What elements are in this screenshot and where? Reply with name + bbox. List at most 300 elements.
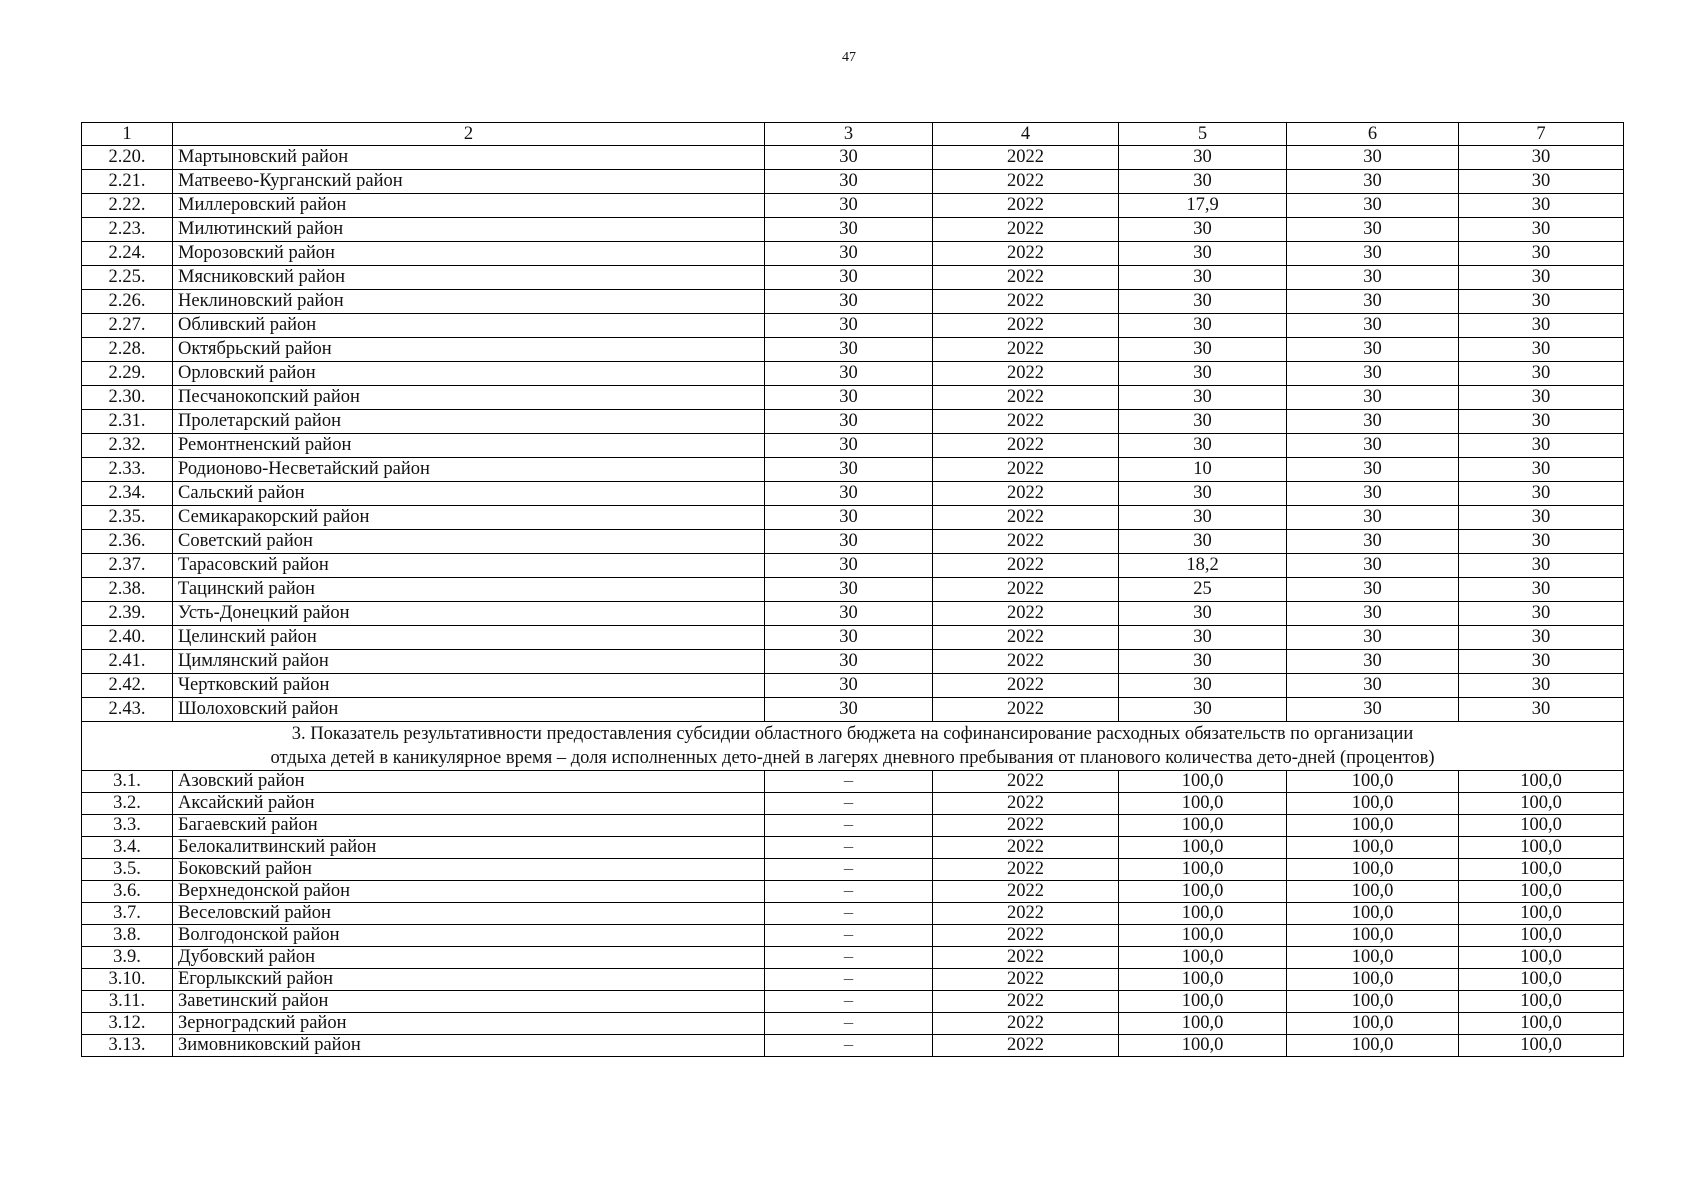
- table-row: [82, 170, 1624, 194]
- col-5-cell: 100,0: [1119, 969, 1287, 991]
- row-number-cell: 2.25.: [82, 266, 173, 290]
- district-name-cell: Милютинский район: [173, 218, 765, 242]
- year-cell: 2022: [933, 674, 1119, 698]
- row-number-cell: 3.13.: [82, 1035, 173, 1057]
- col-5-cell: 30: [1119, 506, 1287, 530]
- table-row: [82, 650, 1624, 674]
- col-3-cell: 30: [765, 650, 933, 674]
- year-cell: 2022: [933, 626, 1119, 650]
- header-cell: 5: [1119, 123, 1287, 146]
- col-3-cell: 30: [765, 362, 933, 386]
- col-6-cell: 30: [1287, 578, 1459, 602]
- row-number-cell: 2.34.: [82, 482, 173, 506]
- col-5-cell: 30: [1119, 482, 1287, 506]
- row-number-cell: 2.41.: [82, 650, 173, 674]
- col-6-cell: 30: [1287, 530, 1459, 554]
- section-3-body: [82, 722, 1624, 1057]
- row-number-cell: 3.6.: [82, 881, 173, 903]
- district-name-cell: Миллеровский район: [173, 194, 765, 218]
- col-7-cell: 100,0: [1459, 859, 1624, 881]
- year-cell: 2022: [933, 859, 1119, 881]
- col-6-cell: 100,0: [1287, 925, 1459, 947]
- col-7-cell: 30: [1459, 626, 1624, 650]
- col-6-cell: 100,0: [1287, 1035, 1459, 1057]
- district-name-cell: Веселовский район: [173, 903, 765, 925]
- col-7-cell: 30: [1459, 290, 1624, 314]
- col-7-cell: 30: [1459, 506, 1624, 530]
- col-6-cell: 100,0: [1287, 903, 1459, 925]
- col-7-cell: 30: [1459, 650, 1624, 674]
- year-cell: 2022: [933, 1035, 1119, 1057]
- col-7-cell: 30: [1459, 410, 1624, 434]
- col-3-cell: 30: [765, 626, 933, 650]
- district-name-cell: Тацинский район: [173, 578, 765, 602]
- header-cell: 7: [1459, 123, 1624, 146]
- col-5-cell: 30: [1119, 650, 1287, 674]
- col-5-cell: 30: [1119, 218, 1287, 242]
- district-name-cell: Азовский район: [173, 771, 765, 793]
- col-7-cell: 100,0: [1459, 991, 1624, 1013]
- col-6-cell: 100,0: [1287, 815, 1459, 837]
- row-number-cell: 2.43.: [82, 698, 173, 722]
- col-7-cell: 30: [1459, 674, 1624, 698]
- year-cell: 2022: [933, 969, 1119, 991]
- col-6-cell: 30: [1287, 242, 1459, 266]
- col-6-cell: 100,0: [1287, 969, 1459, 991]
- col-6-cell: 30: [1287, 218, 1459, 242]
- col-7-cell: 100,0: [1459, 903, 1624, 925]
- col-3-cell: –: [765, 837, 933, 859]
- district-name-cell: Шолоховский район: [173, 698, 765, 722]
- table-row: [82, 194, 1624, 218]
- row-number-cell: 3.9.: [82, 947, 173, 969]
- section-title-line-2: отдыха детей в каникулярное время – доля исполненных дето-дней в лагерях дневного пребывания от планового количества дето-дней (процентов): [270, 748, 1435, 768]
- col-6-cell: 100,0: [1287, 859, 1459, 881]
- row-number-cell: 2.30.: [82, 386, 173, 410]
- year-cell: 2022: [933, 881, 1119, 903]
- col-7-cell: 30: [1459, 602, 1624, 626]
- col-7-cell: 30: [1459, 266, 1624, 290]
- table-row: [82, 991, 1624, 1013]
- col-3-cell: 30: [765, 242, 933, 266]
- year-cell: 2022: [933, 482, 1119, 506]
- row-number-cell: 2.24.: [82, 242, 173, 266]
- district-name-cell: Орловский район: [173, 362, 765, 386]
- table-row: [82, 410, 1624, 434]
- col-5-cell: 100,0: [1119, 793, 1287, 815]
- col-3-cell: 30: [765, 194, 933, 218]
- year-cell: 2022: [933, 362, 1119, 386]
- row-number-cell: 2.22.: [82, 194, 173, 218]
- col-6-cell: 30: [1287, 698, 1459, 722]
- col-6-cell: 100,0: [1287, 793, 1459, 815]
- col-7-cell: 30: [1459, 314, 1624, 338]
- district-name-cell: Мясниковский район: [173, 266, 765, 290]
- col-5-cell: 17,9: [1119, 194, 1287, 218]
- district-name-cell: Советский район: [173, 530, 765, 554]
- table-row: [82, 969, 1624, 991]
- district-name-cell: Сальский район: [173, 482, 765, 506]
- district-name-cell: Дубовский район: [173, 947, 765, 969]
- col-3-cell: –: [765, 815, 933, 837]
- col-5-cell: 100,0: [1119, 903, 1287, 925]
- table-row: [82, 242, 1624, 266]
- year-cell: 2022: [933, 650, 1119, 674]
- district-name-cell: Егорлыкский район: [173, 969, 765, 991]
- table-row: [82, 146, 1624, 170]
- year-cell: 2022: [933, 194, 1119, 218]
- table-row: [82, 290, 1624, 314]
- col-5-cell: 100,0: [1119, 947, 1287, 969]
- table-header: [82, 123, 1624, 146]
- page-number: 47: [842, 50, 856, 65]
- row-number-cell: 2.28.: [82, 338, 173, 362]
- col-5-cell: 30: [1119, 602, 1287, 626]
- col-7-cell: 100,0: [1459, 815, 1624, 837]
- row-number-cell: 2.23.: [82, 218, 173, 242]
- year-cell: 2022: [933, 602, 1119, 626]
- district-name-cell: Белокалитвинский район: [173, 837, 765, 859]
- col-5-cell: 100,0: [1119, 815, 1287, 837]
- header-row: [82, 123, 1624, 146]
- col-6-cell: 100,0: [1287, 837, 1459, 859]
- col-5-cell: 30: [1119, 314, 1287, 338]
- table-row: [82, 482, 1624, 506]
- year-cell: 2022: [933, 458, 1119, 482]
- year-cell: 2022: [933, 698, 1119, 722]
- col-3-cell: 30: [765, 314, 933, 338]
- table-row: [82, 554, 1624, 578]
- table-row: [82, 674, 1624, 698]
- row-number-cell: 3.1.: [82, 771, 173, 793]
- col-7-cell: 30: [1459, 338, 1624, 362]
- table-row: [82, 947, 1624, 969]
- col-7-cell: 30: [1459, 170, 1624, 194]
- row-number-cell: 2.21.: [82, 170, 173, 194]
- district-name-cell: Морозовский район: [173, 242, 765, 266]
- col-7-cell: 100,0: [1459, 969, 1624, 991]
- row-number-cell: 2.31.: [82, 410, 173, 434]
- col-5-cell: 18,2: [1119, 554, 1287, 578]
- year-cell: 2022: [933, 170, 1119, 194]
- row-number-cell: 3.7.: [82, 903, 173, 925]
- district-name-cell: Родионово-Несветайский район: [173, 458, 765, 482]
- col-3-cell: 30: [765, 146, 933, 170]
- col-5-cell: 25: [1119, 578, 1287, 602]
- col-6-cell: 30: [1287, 170, 1459, 194]
- district-name-cell: Ремонтненский район: [173, 434, 765, 458]
- row-number-cell: 2.37.: [82, 554, 173, 578]
- row-number-cell: 2.32.: [82, 434, 173, 458]
- col-5-cell: 30: [1119, 698, 1287, 722]
- col-7-cell: 100,0: [1459, 771, 1624, 793]
- col-5-cell: 100,0: [1119, 837, 1287, 859]
- col-5-cell: 30: [1119, 362, 1287, 386]
- col-5-cell: 30: [1119, 338, 1287, 362]
- row-number-cell: 2.27.: [82, 314, 173, 338]
- col-5-cell: 100,0: [1119, 1035, 1287, 1057]
- header-cell: 2: [173, 123, 765, 146]
- col-6-cell: 30: [1287, 626, 1459, 650]
- year-cell: 2022: [933, 266, 1119, 290]
- col-3-cell: 30: [765, 458, 933, 482]
- col-6-cell: 30: [1287, 410, 1459, 434]
- col-7-cell: 30: [1459, 698, 1624, 722]
- col-6-cell: 30: [1287, 386, 1459, 410]
- section-title: [82, 722, 1624, 771]
- col-7-cell: 100,0: [1459, 1035, 1624, 1057]
- district-name-cell: Неклиновский район: [173, 290, 765, 314]
- district-name-cell: Зерноградский район: [173, 1013, 765, 1035]
- row-number-cell: 2.35.: [82, 506, 173, 530]
- col-6-cell: 30: [1287, 554, 1459, 578]
- row-number-cell: 2.38.: [82, 578, 173, 602]
- col-6-cell: 100,0: [1287, 771, 1459, 793]
- col-7-cell: 30: [1459, 554, 1624, 578]
- year-cell: 2022: [933, 290, 1119, 314]
- year-cell: 2022: [933, 991, 1119, 1013]
- col-7-cell: 30: [1459, 362, 1624, 386]
- district-name-cell: Целинский район: [173, 626, 765, 650]
- row-number-cell: 2.42.: [82, 674, 173, 698]
- district-name-cell: Заветинский район: [173, 991, 765, 1013]
- table-row: [82, 266, 1624, 290]
- year-cell: 2022: [933, 242, 1119, 266]
- table-row: [82, 386, 1624, 410]
- col-3-cell: 30: [765, 434, 933, 458]
- district-name-cell: Волгодонской район: [173, 925, 765, 947]
- col-5-cell: 100,0: [1119, 991, 1287, 1013]
- col-6-cell: 30: [1287, 434, 1459, 458]
- table-row: [82, 434, 1624, 458]
- col-6-cell: 100,0: [1287, 1013, 1459, 1035]
- district-name-cell: Боковский район: [173, 859, 765, 881]
- col-3-cell: –: [765, 947, 933, 969]
- table-row: [82, 881, 1624, 903]
- row-number-cell: 3.4.: [82, 837, 173, 859]
- col-5-cell: 30: [1119, 242, 1287, 266]
- col-6-cell: 30: [1287, 290, 1459, 314]
- year-cell: 2022: [933, 1013, 1119, 1035]
- col-6-cell: 30: [1287, 314, 1459, 338]
- col-3-cell: –: [765, 859, 933, 881]
- district-name-cell: Чертковский район: [173, 674, 765, 698]
- col-3-cell: 30: [765, 482, 933, 506]
- district-name-cell: Багаевский район: [173, 815, 765, 837]
- col-5-cell: 30: [1119, 146, 1287, 170]
- table-row: [82, 1035, 1624, 1057]
- col-5-cell: 30: [1119, 290, 1287, 314]
- table-row: [82, 771, 1624, 793]
- year-cell: 2022: [933, 793, 1119, 815]
- row-number-cell: 2.33.: [82, 458, 173, 482]
- col-3-cell: –: [765, 771, 933, 793]
- col-6-cell: 100,0: [1287, 991, 1459, 1013]
- year-cell: 2022: [933, 506, 1119, 530]
- section-2-body: [82, 146, 1624, 722]
- col-7-cell: 30: [1459, 434, 1624, 458]
- col-3-cell: –: [765, 969, 933, 991]
- col-3-cell: 30: [765, 338, 933, 362]
- col-5-cell: 100,0: [1119, 771, 1287, 793]
- col-3-cell: –: [765, 1013, 933, 1035]
- col-3-cell: –: [765, 793, 933, 815]
- table-row: [82, 314, 1624, 338]
- col-6-cell: 30: [1287, 362, 1459, 386]
- col-3-cell: 30: [765, 170, 933, 194]
- col-5-cell: 30: [1119, 674, 1287, 698]
- table-row: [82, 1013, 1624, 1035]
- col-7-cell: 30: [1459, 242, 1624, 266]
- district-name-cell: Матвеево-Курганский район: [173, 170, 765, 194]
- col-7-cell: 30: [1459, 194, 1624, 218]
- col-3-cell: 30: [765, 410, 933, 434]
- table-row: [82, 859, 1624, 881]
- table-row: [82, 362, 1624, 386]
- table-row: [82, 458, 1624, 482]
- col-6-cell: 30: [1287, 266, 1459, 290]
- col-7-cell: 30: [1459, 578, 1624, 602]
- year-cell: 2022: [933, 903, 1119, 925]
- col-7-cell: 30: [1459, 458, 1624, 482]
- district-name-cell: Мартыновский район: [173, 146, 765, 170]
- year-cell: 2022: [933, 530, 1119, 554]
- row-number-cell: 2.29.: [82, 362, 173, 386]
- col-3-cell: 30: [765, 578, 933, 602]
- col-3-cell: 30: [765, 698, 933, 722]
- col-6-cell: 30: [1287, 338, 1459, 362]
- col-6-cell: 100,0: [1287, 947, 1459, 969]
- district-name-cell: Цимлянский район: [173, 650, 765, 674]
- col-7-cell: 100,0: [1459, 1013, 1624, 1035]
- col-5-cell: 100,0: [1119, 1013, 1287, 1035]
- col-6-cell: 30: [1287, 146, 1459, 170]
- row-number-cell: 3.12.: [82, 1013, 173, 1035]
- col-3-cell: 30: [765, 290, 933, 314]
- col-3-cell: 30: [765, 266, 933, 290]
- district-name-cell: Песчанокопский район: [173, 386, 765, 410]
- col-7-cell: 30: [1459, 482, 1624, 506]
- year-cell: 2022: [933, 578, 1119, 602]
- col-3-cell: 30: [765, 674, 933, 698]
- col-5-cell: 100,0: [1119, 881, 1287, 903]
- year-cell: 2022: [933, 434, 1119, 458]
- col-7-cell: 30: [1459, 386, 1624, 410]
- table-row: [82, 578, 1624, 602]
- section-3-title-row: [82, 722, 1624, 771]
- district-name-cell: Зимовниковский район: [173, 1035, 765, 1057]
- row-number-cell: 3.8.: [82, 925, 173, 947]
- header-cell: 4: [933, 123, 1119, 146]
- year-cell: 2022: [933, 925, 1119, 947]
- table-row: [82, 626, 1624, 650]
- col-6-cell: 30: [1287, 674, 1459, 698]
- table-row: [82, 925, 1624, 947]
- col-5-cell: 10: [1119, 458, 1287, 482]
- col-6-cell: 30: [1287, 482, 1459, 506]
- col-3-cell: 30: [765, 386, 933, 410]
- year-cell: 2022: [933, 554, 1119, 578]
- district-name-cell: Усть-Донецкий район: [173, 602, 765, 626]
- col-3-cell: 30: [765, 218, 933, 242]
- table-row: [82, 793, 1624, 815]
- table-row: [82, 338, 1624, 362]
- year-cell: 2022: [933, 386, 1119, 410]
- district-name-cell: Тарасовский район: [173, 554, 765, 578]
- col-7-cell: 100,0: [1459, 925, 1624, 947]
- col-6-cell: 100,0: [1287, 881, 1459, 903]
- district-name-cell: Октябрьский район: [173, 338, 765, 362]
- district-name-cell: Пролетарский район: [173, 410, 765, 434]
- col-5-cell: 30: [1119, 386, 1287, 410]
- col-5-cell: 100,0: [1119, 859, 1287, 881]
- section-title-line-1: 3. Показатель результативности предоставления субсидии областного бюджета на софинансирование расходных обязательств по организации: [291, 724, 1414, 744]
- row-number-cell: 2.20.: [82, 146, 173, 170]
- col-7-cell: 30: [1459, 146, 1624, 170]
- table-row: [82, 815, 1624, 837]
- col-3-cell: 30: [765, 554, 933, 578]
- col-5-cell: 100,0: [1119, 925, 1287, 947]
- col-3-cell: –: [765, 881, 933, 903]
- col-6-cell: 30: [1287, 506, 1459, 530]
- year-cell: 2022: [933, 314, 1119, 338]
- col-6-cell: 30: [1287, 194, 1459, 218]
- year-cell: 2022: [933, 947, 1119, 969]
- col-5-cell: 30: [1119, 626, 1287, 650]
- row-number-cell: 2.40.: [82, 626, 173, 650]
- table-row: [82, 506, 1624, 530]
- col-7-cell: 30: [1459, 218, 1624, 242]
- col-6-cell: 30: [1287, 458, 1459, 482]
- col-7-cell: 100,0: [1459, 881, 1624, 903]
- year-cell: 2022: [933, 338, 1119, 362]
- table-row: [82, 903, 1624, 925]
- col-6-cell: 30: [1287, 602, 1459, 626]
- col-3-cell: –: [765, 1035, 933, 1057]
- table-row: [82, 602, 1624, 626]
- year-cell: 2022: [933, 771, 1119, 793]
- table-row: [82, 530, 1624, 554]
- year-cell: 2022: [933, 815, 1119, 837]
- col-3-cell: 30: [765, 506, 933, 530]
- col-7-cell: 100,0: [1459, 947, 1624, 969]
- row-number-cell: 2.36.: [82, 530, 173, 554]
- col-5-cell: 30: [1119, 434, 1287, 458]
- year-cell: 2022: [933, 837, 1119, 859]
- col-3-cell: 30: [765, 530, 933, 554]
- col-5-cell: 30: [1119, 266, 1287, 290]
- col-5-cell: 30: [1119, 410, 1287, 434]
- row-number-cell: 3.10.: [82, 969, 173, 991]
- row-number-cell: 3.5.: [82, 859, 173, 881]
- row-number-cell: 3.11.: [82, 991, 173, 1013]
- col-3-cell: –: [765, 925, 933, 947]
- table-row: [82, 837, 1624, 859]
- year-cell: 2022: [933, 146, 1119, 170]
- district-name-cell: Аксайский район: [173, 793, 765, 815]
- header-cell: 6: [1287, 123, 1459, 146]
- col-5-cell: 30: [1119, 170, 1287, 194]
- year-cell: 2022: [933, 218, 1119, 242]
- col-7-cell: 30: [1459, 530, 1624, 554]
- district-name-cell: Семикаракорский район: [173, 506, 765, 530]
- year-cell: 2022: [933, 410, 1119, 434]
- col-5-cell: 30: [1119, 530, 1287, 554]
- col-3-cell: –: [765, 991, 933, 1013]
- district-name-cell: Верхнедонской район: [173, 881, 765, 903]
- header-cell: 3: [765, 123, 933, 146]
- district-name-cell: Обливский район: [173, 314, 765, 338]
